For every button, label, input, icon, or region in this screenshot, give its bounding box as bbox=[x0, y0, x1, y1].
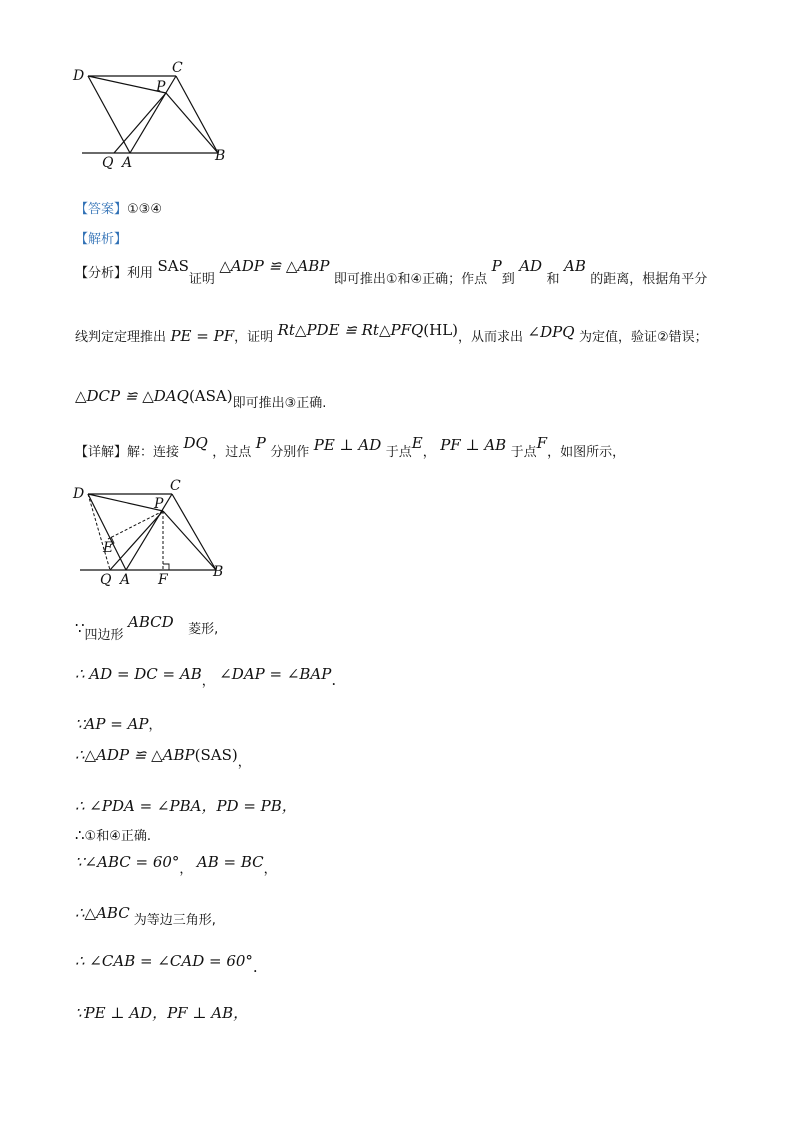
step-9 bbox=[75, 952, 258, 976]
text: 菱形, bbox=[188, 622, 219, 637]
label-p: P bbox=[154, 496, 164, 512]
text: ， bbox=[179, 862, 193, 877]
step-8 bbox=[75, 903, 216, 928]
text: ①和④正确. bbox=[84, 829, 151, 844]
text: . bbox=[252, 958, 258, 976]
math-rt-congruence: Rt△PDE ≌ Rt△PFQ bbox=[277, 321, 424, 339]
figure-rhombus-1 bbox=[70, 60, 240, 175]
fenxi-line-1 bbox=[75, 257, 708, 287]
math-triangle-abc: ∴△ABC bbox=[75, 904, 130, 922]
analysis-tag: 【解析】 bbox=[75, 232, 128, 247]
math-pe-pf-perp: ∵PE ⊥ AD，PF ⊥ AB， bbox=[75, 1004, 249, 1022]
step-3 bbox=[75, 714, 162, 733]
segment-pq bbox=[110, 511, 163, 570]
math-ab-bc: AB = BC bbox=[196, 853, 264, 871]
math-congruence-sas: ∴△ADP ≌ △ABP bbox=[75, 746, 195, 764]
label-b: B bbox=[213, 564, 224, 580]
label-a: A bbox=[120, 572, 131, 588]
math-pf-perp-ab: PF ⊥ AB bbox=[440, 436, 507, 454]
math-p: P bbox=[255, 434, 266, 452]
math-ab: AB bbox=[563, 257, 586, 275]
math-pe-perp-ad: PE ⊥ AD bbox=[313, 436, 382, 454]
fenxi-tag: 【分析】 bbox=[75, 266, 128, 281]
math-congruence: △ADP ≌ △ABP bbox=[219, 257, 330, 275]
math-sas: (SAS) bbox=[194, 746, 238, 764]
label-c: C bbox=[172, 60, 183, 76]
step-4 bbox=[75, 745, 251, 770]
step-1 bbox=[75, 613, 219, 643]
text: 分别作 bbox=[270, 445, 310, 460]
math-abcd: ABCD bbox=[128, 613, 174, 631]
label-e: E bbox=[103, 540, 114, 556]
segment-pe-dashed bbox=[108, 511, 163, 539]
answer-tag: 【答案】 bbox=[75, 202, 128, 217]
label-q: Q bbox=[102, 155, 114, 171]
text: 证明 bbox=[188, 272, 215, 287]
segment-pq bbox=[114, 93, 166, 153]
math-angle-dap-bap: ∠DAP = ∠BAP bbox=[219, 665, 332, 683]
math-angle-dpq: ∠DPQ bbox=[527, 323, 575, 341]
math-p: P bbox=[491, 257, 502, 275]
text: 解：连接 bbox=[127, 445, 180, 460]
math-ad: AD bbox=[519, 257, 543, 275]
label-b: B bbox=[215, 148, 226, 164]
because-symbol: ∵ bbox=[75, 619, 85, 637]
text: 四边形 bbox=[84, 628, 124, 643]
segment-dp bbox=[88, 494, 163, 511]
step-7 bbox=[75, 852, 277, 877]
label-d: D bbox=[73, 68, 85, 84]
text: 于点 bbox=[510, 445, 537, 460]
text: ， bbox=[237, 755, 251, 770]
text: ， bbox=[201, 674, 215, 689]
text: ， bbox=[148, 718, 162, 733]
segment-dp bbox=[88, 76, 166, 93]
math-congruence-asa: △DCP ≌ △DAQ bbox=[75, 387, 189, 405]
detail-tag: 【详解】 bbox=[75, 445, 128, 460]
text: 线判定定理推出 bbox=[75, 330, 167, 345]
math-dq: DQ bbox=[183, 434, 208, 452]
math-pe-pf: PE = PF bbox=[170, 327, 235, 345]
text: ，从而求出 bbox=[458, 330, 524, 345]
detail-line bbox=[75, 434, 626, 460]
text: 即可推出①和④正确；作点 bbox=[333, 272, 488, 287]
math-e: E bbox=[411, 434, 423, 452]
text: ，过点 bbox=[212, 445, 252, 460]
step-2 bbox=[75, 664, 337, 689]
step-5 bbox=[75, 795, 297, 816]
text: 为等边三角形, bbox=[133, 913, 216, 928]
segment-ac bbox=[126, 494, 172, 570]
segment-ac bbox=[130, 76, 176, 153]
math-ap-ap: ∵AP = AP bbox=[75, 715, 149, 733]
figure-rhombus-2 bbox=[70, 478, 240, 593]
math-angle-abc-60: ∵∠ABC = 60° bbox=[75, 853, 180, 871]
math-angle-pda-pba: ∴ ∠PDA = ∠PBA，PD = PB， bbox=[75, 797, 297, 815]
text: ， bbox=[422, 445, 436, 460]
text: 于点 bbox=[385, 445, 412, 460]
label-c: C bbox=[170, 478, 181, 494]
label-f: F bbox=[158, 572, 168, 588]
text: ，如图所示， bbox=[547, 445, 626, 460]
math-f: F bbox=[536, 434, 548, 452]
math-angle-cab-cad: ∴ ∠CAB = ∠CAD = 60° bbox=[75, 952, 253, 970]
text: ， bbox=[263, 862, 277, 877]
segment-cb bbox=[176, 76, 218, 153]
label-a: A bbox=[122, 155, 133, 171]
answer-text: ①③④ bbox=[127, 202, 162, 217]
analysis-tag-line bbox=[75, 228, 127, 247]
text: 即可推出③正确. bbox=[232, 396, 327, 411]
text: 到 bbox=[501, 272, 515, 287]
segment-cb bbox=[172, 494, 216, 570]
math-sas: SAS bbox=[157, 257, 189, 275]
step-6 bbox=[75, 825, 151, 844]
label-p: P bbox=[156, 79, 166, 95]
therefore-symbol: ∴ bbox=[75, 826, 85, 844]
text: ，证明 bbox=[234, 330, 274, 345]
label-q: Q bbox=[100, 572, 112, 588]
segment-pb bbox=[166, 93, 218, 153]
math-ad-dc-ab: ∴ AD = DC = AB bbox=[75, 665, 202, 683]
text: 和 bbox=[546, 272, 560, 287]
text: 的距离，根据角平分 bbox=[590, 272, 708, 287]
fenxi-line-3 bbox=[75, 386, 327, 411]
step-10 bbox=[75, 1002, 248, 1023]
segment-pb bbox=[163, 511, 216, 570]
text: 利用 bbox=[127, 266, 154, 281]
right-angle-mark-f bbox=[163, 564, 169, 570]
fenxi-line-2 bbox=[75, 321, 708, 345]
math-asa: (ASA) bbox=[188, 387, 233, 405]
text: 为定值，验证②错误； bbox=[578, 330, 708, 345]
math-hl: (HL) bbox=[423, 321, 459, 339]
answer-line bbox=[75, 198, 162, 217]
label-d: D bbox=[73, 486, 85, 502]
text: . bbox=[331, 671, 337, 689]
